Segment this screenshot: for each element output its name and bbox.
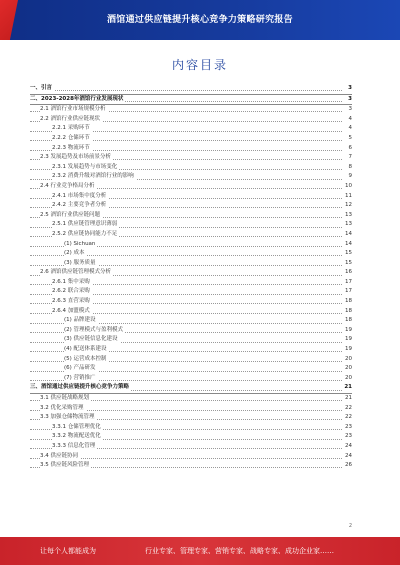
toc-entry[interactable] <box>30 84 352 95</box>
toc-entry[interactable] <box>30 335 352 345</box>
toc-entry-label: 2.2.3 物流环节 <box>52 144 92 154</box>
toc-entry-page: 20 <box>343 374 352 384</box>
toc-entry[interactable] <box>30 287 352 297</box>
toc-entry-label: 3.3.1 仓储管理优化 <box>52 423 103 433</box>
toc-entry-page: 13 <box>343 211 352 221</box>
toc-entry[interactable] <box>30 134 352 144</box>
toc-entry-label: 2.6.1 集中采购 <box>52 278 92 288</box>
toc-entry[interactable] <box>30 404 352 414</box>
toc-entry-page: 3 <box>347 105 353 115</box>
toc-entry-label: (3) 服务质量 <box>64 259 98 269</box>
toc-entry-label: 2.4 行业竞争格局分析 <box>40 182 97 192</box>
toc-entry-label: (2) 成本 <box>64 249 87 259</box>
toc-entry-label: 3.4 供应链协同 <box>40 452 80 462</box>
toc-entry-page: 4 <box>347 124 353 134</box>
toc-entry-page: 23 <box>343 432 352 442</box>
toc-entry-page: 18 <box>343 307 352 317</box>
toc-entry-page: 10 <box>343 182 352 192</box>
toc-entry-page: 9 <box>347 172 353 182</box>
toc-entry-page: 20 <box>343 355 352 365</box>
toc-entry-label: 2.3.1 发展趋势与市场变化 <box>52 163 119 173</box>
toc-entry-label: 2.5 酒馆行业供应链问题 <box>40 211 102 221</box>
toc-entry-label: 2.5.1 供应链管理意识薄弱 <box>52 220 119 230</box>
toc-entry[interactable] <box>30 461 352 471</box>
toc-entry-label: 3.3 加强仓储物流管理 <box>40 413 97 423</box>
toc-entry-label: 2.5.2 供应链协同能力不足 <box>52 230 119 240</box>
toc-entry-page: 24 <box>343 442 352 452</box>
toc-entry-label: 2.6.3 直营采购 <box>52 297 92 307</box>
toc-entry-page: 18 <box>343 316 352 326</box>
toc-entry[interactable] <box>30 355 352 365</box>
toc-entry[interactable] <box>30 163 352 173</box>
toc-entry-page: 20 <box>343 364 352 374</box>
toc-entry[interactable] <box>30 326 352 336</box>
toc-entry[interactable] <box>30 423 352 433</box>
toc-entry-label: (1) Sichuan <box>64 240 97 250</box>
toc-entry-page: 21 <box>343 394 352 404</box>
toc-entry[interactable] <box>30 316 352 326</box>
toc-entry-page: 3 <box>346 84 352 94</box>
toc-entry-page: 19 <box>343 345 352 355</box>
toc-entry-label: 2.2.1 采购环节 <box>52 124 92 134</box>
toc-entry[interactable] <box>30 182 352 192</box>
toc-entry-label: 2.3 发展趋势及市场前景分析 <box>40 153 113 163</box>
toc-entry-page: 11 <box>343 192 352 202</box>
toc-entry-page: 6 <box>347 144 353 154</box>
toc-entry-label: 2.6 酒馆供应链管理模式分析 <box>40 268 113 278</box>
toc-entry[interactable] <box>30 345 352 355</box>
toc-entry[interactable] <box>30 268 352 278</box>
page-number: 2 <box>348 523 352 529</box>
toc-entry-page: 22 <box>343 404 352 414</box>
toc-entry[interactable] <box>30 413 352 423</box>
toc-entry[interactable] <box>30 297 352 307</box>
toc-entry[interactable] <box>30 201 352 211</box>
toc-entry-label: (5) 运营成本控制 <box>64 355 109 365</box>
toc-leader-dots <box>30 90 342 91</box>
toc-entry[interactable] <box>30 442 352 452</box>
report-footer <box>0 537 400 565</box>
toc-entry[interactable] <box>30 259 352 269</box>
toc-entry[interactable] <box>30 153 352 163</box>
toc-entry[interactable] <box>30 364 352 374</box>
toc-entry-page: 3 <box>346 95 352 105</box>
toc-entry-label: (2) 管理模式与盈利模式 <box>64 326 125 336</box>
toc-entry-page: 14 <box>343 230 352 240</box>
toc-entry[interactable] <box>30 95 352 106</box>
toc-entry-page: 14 <box>343 240 352 250</box>
toc-entry-label: 3.3.2 物流配送优化 <box>52 432 103 442</box>
toc-entry-label: (3) 供应链信息化建设 <box>64 335 120 345</box>
toc-entry-page: 16 <box>343 268 352 278</box>
toc-entry-page: 17 <box>343 278 352 288</box>
toc-entry-page: 19 <box>343 335 352 345</box>
toc-entry-page: 21 <box>342 383 352 393</box>
toc-entry[interactable] <box>30 374 352 384</box>
toc-entry[interactable] <box>30 144 352 154</box>
toc-entry-label: 2.1 酒馆行业市场规模分析 <box>40 105 108 115</box>
toc-entry-label: 2.2.2 仓储环节 <box>52 134 92 144</box>
toc-entry-page: 26 <box>343 461 352 471</box>
footer-tags: 行业专家、管理专家、营销专家、战略专家、成功企业家…… <box>145 547 334 555</box>
toc-entry-page: 15 <box>343 249 352 259</box>
toc-entry[interactable] <box>30 211 352 221</box>
toc-entry[interactable] <box>30 230 352 240</box>
toc-entry[interactable] <box>30 432 352 442</box>
toc-entry-label: (6) 产品研发 <box>64 364 98 374</box>
toc-entry-page: 23 <box>343 423 352 433</box>
toc-entry-label: 一、引言 <box>30 84 54 94</box>
toc-entry[interactable] <box>30 307 352 317</box>
toc-entry-label: 2.2 酒馆行业供应链现状 <box>40 115 102 125</box>
toc-entry-page: 12 <box>343 201 352 211</box>
toc-entry-label: 2.6.2 联合采购 <box>52 287 92 297</box>
toc-entry-page: 17 <box>343 287 352 297</box>
toc-entry-label: (7) 营销推广 <box>64 374 98 384</box>
report-header <box>0 0 400 40</box>
toc-entry-page: 24 <box>343 452 352 462</box>
toc-entry[interactable] <box>30 115 352 125</box>
toc-entry[interactable] <box>30 105 352 115</box>
footer-slogan: 让每个人都能成为 <box>40 547 96 555</box>
toc-entry-label: 2.3.2 消费升级对酒馆行业的影响 <box>52 172 136 182</box>
toc-entry-page: 15 <box>343 259 352 269</box>
report-title: 酒馆通过供应链提升核心竞争力策略研究报告 <box>106 15 293 25</box>
toc-entry-label: 3.5 供应链风险管理 <box>40 461 91 471</box>
toc-entry-page: 7 <box>347 153 353 163</box>
toc-entry-page: 13 <box>343 220 352 230</box>
toc-entry-label: 3.2 优化采购管理 <box>40 404 86 414</box>
toc-entry-page: 5 <box>347 134 353 144</box>
toc-entry[interactable] <box>30 278 352 288</box>
toc-entry-label: 三、酒馆通过供应链提升核心竞争力策略 <box>30 383 131 393</box>
table-of-contents <box>30 84 352 471</box>
toc-entry[interactable] <box>30 220 352 230</box>
toc-entry-label: 二、2023-2028年酒馆行业发展现状 <box>30 95 125 105</box>
toc-entry-page: 8 <box>347 163 353 173</box>
toc-entry-page: 22 <box>343 413 352 423</box>
toc-entry[interactable] <box>30 383 352 394</box>
toc-entry-page: 4 <box>347 115 353 125</box>
toc-entry[interactable] <box>30 172 352 182</box>
toc-entry-label: 2.4.2 主要竞争者分析 <box>52 201 108 211</box>
toc-entry-page: 18 <box>343 297 352 307</box>
toc-entry-label: 2.4.1 市场集中度分析 <box>52 192 108 202</box>
toc-entry-label: (1) 品牌建设 <box>64 316 98 326</box>
toc-heading: 内容目录 <box>171 58 228 72</box>
toc-entry-label: (4) 配送体系建设 <box>64 345 109 355</box>
toc-entry-label: 3.3.3 信息化管理 <box>52 442 97 452</box>
toc-entry[interactable] <box>30 394 352 404</box>
toc-entry-page: 19 <box>343 326 352 336</box>
toc-entry-label: 2.6.4 加盟模式 <box>52 307 92 317</box>
toc-entry[interactable] <box>30 240 352 250</box>
toc-entry[interactable] <box>30 249 352 259</box>
toc-entry[interactable] <box>30 452 352 462</box>
toc-entry-label: 3.1 供应链战略规划 <box>40 394 91 404</box>
toc-entry[interactable] <box>30 124 352 134</box>
toc-entry[interactable] <box>30 192 352 202</box>
